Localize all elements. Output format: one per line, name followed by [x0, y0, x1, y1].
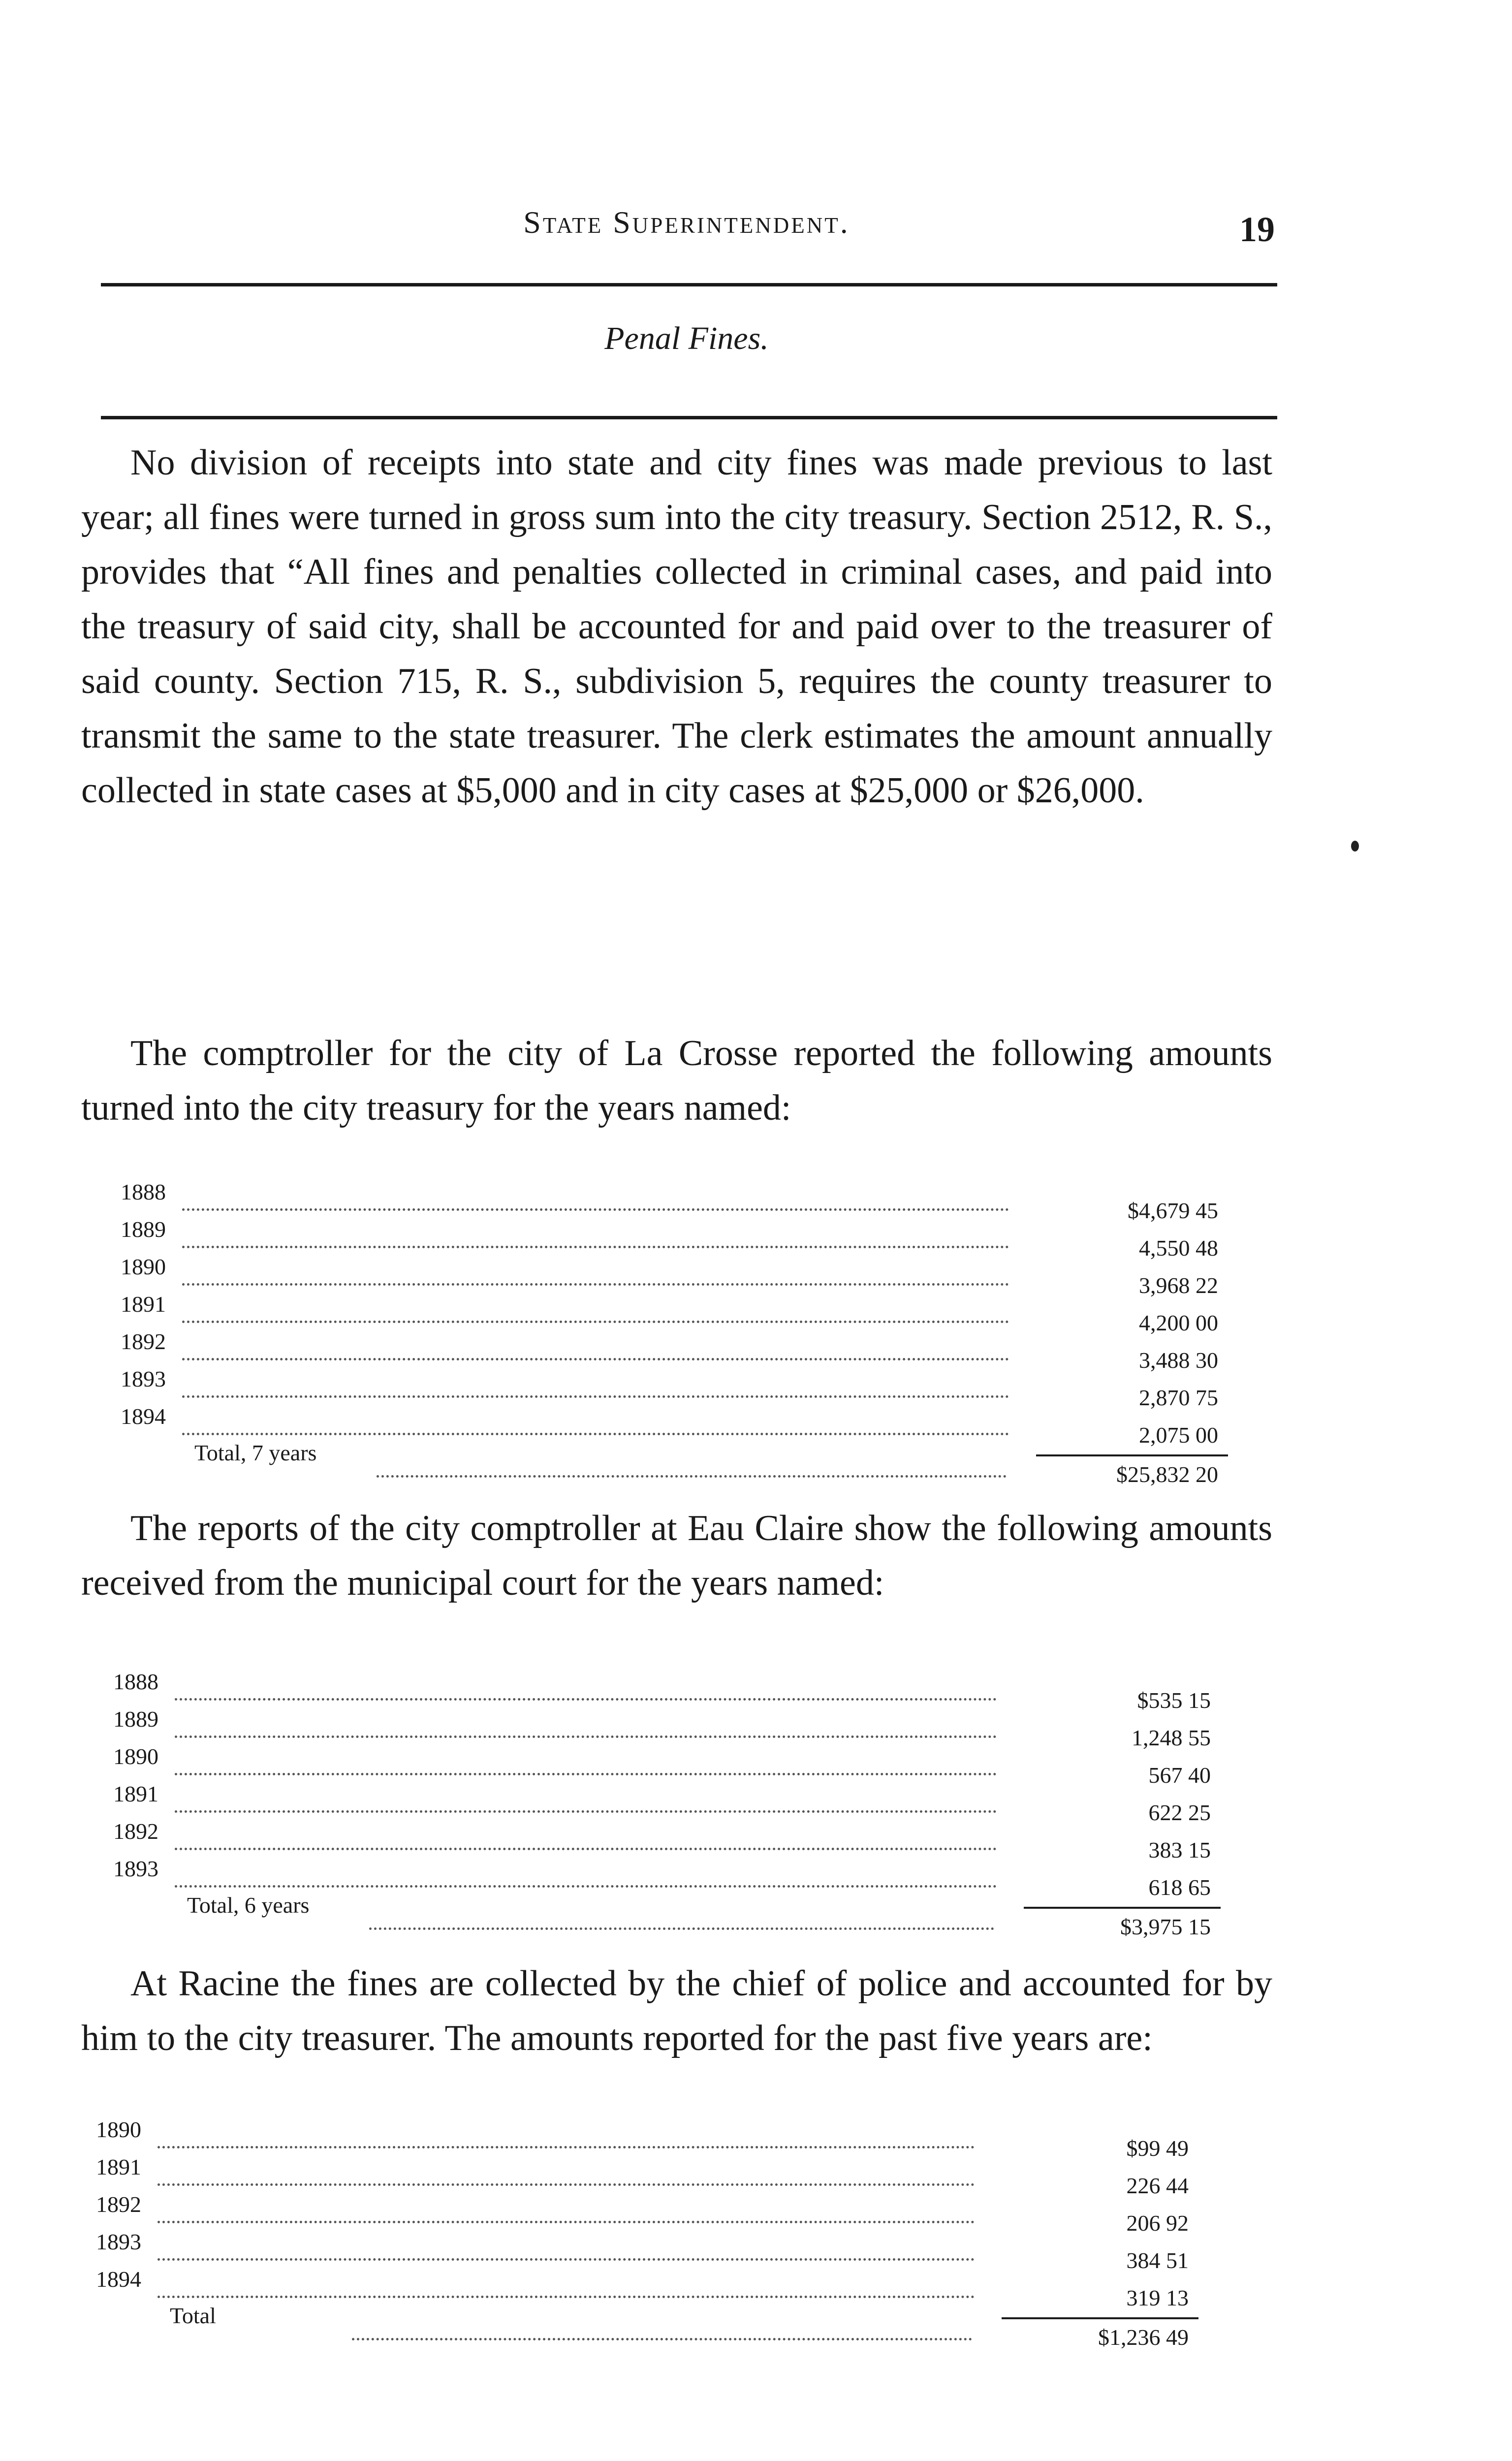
dot-leader	[182, 1291, 1009, 1323]
dot-leader	[158, 2266, 975, 2298]
ledger-row	[121, 1291, 1026, 1325]
sum-rule	[1024, 1907, 1221, 1909]
sum-rule	[1002, 2317, 1198, 2319]
ledger-racine	[96, 2116, 1198, 2392]
dot-leader	[377, 1446, 1007, 1478]
ledger-row	[121, 1216, 1026, 1251]
ledger-year: 1890	[121, 1254, 166, 1279]
ledger-year: 1890	[113, 1744, 158, 1769]
page-number: 19	[1239, 210, 1275, 249]
ledger-year: 1889	[113, 1706, 158, 1732]
dot-leader	[182, 1216, 1009, 1248]
ledger-amount: 383 15	[1148, 1837, 1211, 1862]
ledger-la-crosse	[121, 1179, 1218, 1518]
dot-leader	[182, 1254, 1009, 1286]
ledger-amount: $4,679 45	[1128, 1198, 1218, 1223]
ledger-amount: 622 25	[1148, 1800, 1211, 1825]
dot-leader	[158, 2154, 975, 2186]
ledger-amount: 3,488 30	[1139, 1348, 1218, 1373]
ledger-amount: 618 65	[1148, 1875, 1211, 1900]
sum-rule	[1036, 1454, 1228, 1456]
ledger-year: 1893	[96, 2229, 141, 2254]
ledger-amount: 567 40	[1148, 1763, 1211, 1788]
dot-leader	[175, 1781, 997, 1813]
ledger-year: 1888	[113, 1669, 158, 1694]
ledger-amount: 206 92	[1126, 2210, 1189, 2236]
ledger-year: 1892	[121, 1329, 166, 1354]
ledger-row	[113, 1743, 1014, 1778]
dot-leader	[182, 1179, 1009, 1211]
paragraph-racine	[81, 1956, 1272, 2066]
ledger-amount: 319 13	[1126, 2285, 1189, 2310]
ledger-year: 1893	[121, 1366, 166, 1391]
ledger-amount: $99 49	[1126, 2136, 1189, 2161]
ledger-row	[121, 1403, 1026, 1438]
total-amount: $1,236 49	[1098, 2325, 1189, 2350]
ledger-year: 1892	[113, 1819, 158, 1844]
margin-ink-spot	[1351, 841, 1359, 852]
total-label: Total, 7 years	[194, 1440, 317, 1465]
running-title: State Superintendent.	[523, 205, 850, 240]
ledger-amount: 3,968 22	[1139, 1273, 1218, 1298]
ledger-year: 1889	[121, 1217, 166, 1242]
ledger-amount: 2,075 00	[1139, 1422, 1218, 1448]
running-head	[98, 194, 1275, 249]
dot-leader	[175, 1669, 997, 1701]
dot-leader	[369, 1898, 994, 1930]
ledger-year: 1890	[96, 2117, 141, 2142]
dot-leader	[175, 1743, 997, 1775]
dot-leader	[175, 1706, 997, 1738]
paragraph-eau-claire-text: The reports of the city comptroller at Eau Claire show the following amounts received from the municipal court for the years named:	[81, 1508, 1272, 1603]
total-label: Total	[170, 2303, 216, 2328]
ledger-year: 1894	[96, 2267, 141, 2292]
ledger-row	[113, 1856, 1014, 1890]
ledger-year: 1891	[121, 1292, 166, 1317]
dot-leader	[182, 1403, 1009, 1435]
dot-leader	[175, 1818, 997, 1850]
ledger-row	[96, 2229, 992, 2263]
paragraph-la-crosse	[81, 1026, 1272, 1136]
dot-leader	[175, 1856, 997, 1888]
ledger-row	[96, 2116, 992, 2151]
dot-leader	[182, 1366, 1009, 1398]
ledger-year: 1891	[96, 2154, 141, 2179]
dot-leader	[182, 1328, 1009, 1360]
dot-leader	[158, 2229, 975, 2261]
total-amount: $25,832 20	[1116, 1462, 1218, 1487]
dot-leader	[352, 2308, 972, 2340]
total-label: Total, 6 years	[187, 1893, 310, 1918]
ledger-year: 1893	[113, 1856, 158, 1881]
paragraph-racine-text: At Racine the fines are collected by the chief of police and accounted for by him to the city treasurer. The amounts reported for the past five years are:	[81, 1963, 1272, 2058]
paragraph-intro	[81, 436, 1272, 818]
ledger-row	[96, 2266, 992, 2301]
ledger-eau-claire	[113, 1669, 1211, 1974]
ledger-year: 1894	[121, 1404, 166, 1429]
ledger-row	[121, 1328, 1026, 1363]
ledger-amount: 384 51	[1126, 2248, 1189, 2273]
paragraph-la-crosse-text: The comptroller for the city of La Crosse reported the following amounts turned into the city treasury for the years named:	[81, 1033, 1272, 1128]
ledger-row	[113, 1781, 1014, 1815]
ledger-year: 1891	[113, 1781, 158, 1806]
ledger-amount: 4,200 00	[1139, 1310, 1218, 1335]
ledger-row	[113, 1669, 1014, 1703]
paragraph-intro-text: No division of receipts into state and city fines was made previous to last year; all fines were turned in gross sum into the city treasury. Section 2512, R. S., provides that “All fines and penalties collected in criminal cases, and paid into the treasury of said city, shall be accounted for and paid over to the treasurer of said county. Section 715, R. S., subdivision 5, requires the county treasurer to transmit the same to the state treasurer. The clerk estimates the amount annually collected in state cases at $5,000 and in city cases at $25,000 or $26,000.	[81, 442, 1272, 811]
ledger-amount: 2,870 75	[1139, 1385, 1218, 1410]
ledger-amount: 226 44	[1126, 2173, 1189, 2198]
ledger-amount: 1,248 55	[1132, 1725, 1211, 1750]
ledger-row	[113, 1706, 1014, 1740]
ledger-row	[121, 1254, 1026, 1288]
dot-leader	[158, 2191, 975, 2223]
ledger-row	[96, 2154, 992, 2188]
ledger-amount: 4,550 48	[1139, 1235, 1218, 1261]
ledger-row	[121, 1179, 1026, 1213]
ledger-row	[113, 1818, 1014, 1853]
total-amount: $3,975 15	[1120, 1914, 1211, 1939]
ledger-row	[96, 2191, 992, 2226]
header-rule-top	[101, 283, 1277, 286]
dot-leader	[158, 2116, 975, 2148]
ledger-year: 1892	[96, 2192, 141, 2217]
ledger-amount: $535 15	[1137, 1688, 1211, 1713]
section-title: Penal Fines.	[604, 320, 769, 356]
ledger-year: 1888	[121, 1179, 166, 1204]
ledger-row	[121, 1366, 1026, 1400]
paragraph-eau-claire	[81, 1501, 1272, 1610]
header-rule-bottom	[101, 416, 1277, 419]
